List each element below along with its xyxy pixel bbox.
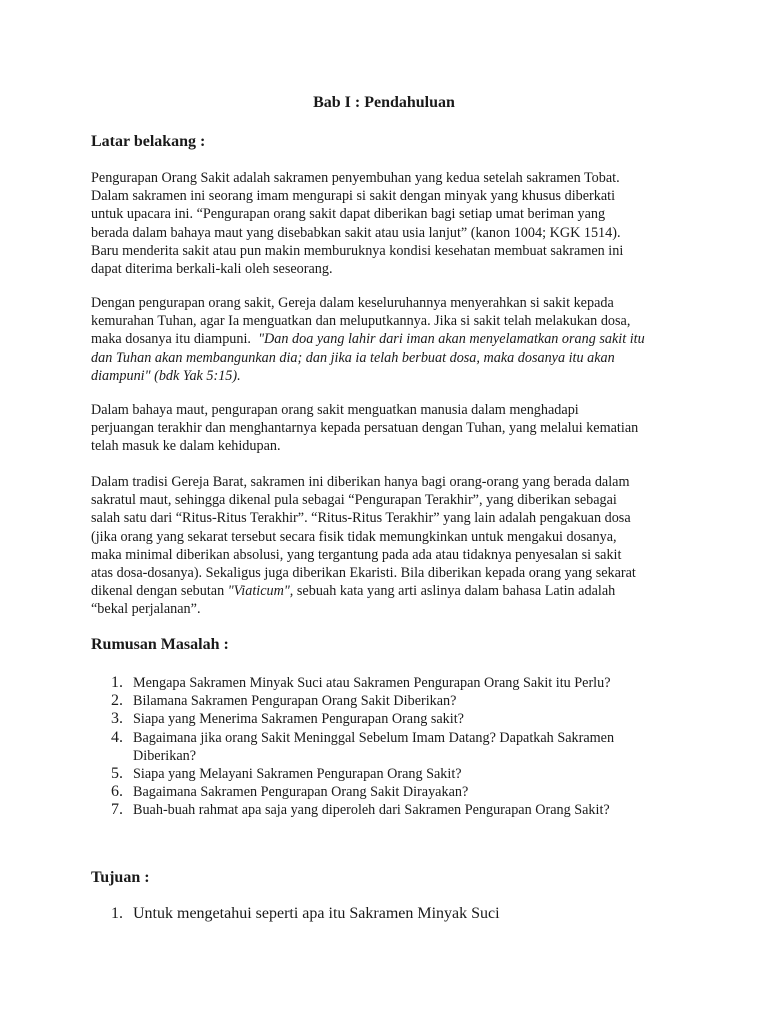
list-item-text	[133, 729, 691, 765]
scripture-quote: "Dan doa yang lahir dari iman akan menyelamatkan orang sakit itu	[258, 331, 645, 348]
list-item-text	[133, 692, 691, 710]
text-line: Siapa yang Menerima Sakramen Pengurapan Orang sakit?	[133, 711, 464, 728]
list-item	[111, 692, 691, 710]
text-line: atas dosa-dosanya). Sekaligus juga diberikan Ekaristi. Bila diberikan kepada orang yang sekarat	[91, 565, 636, 582]
text-line: Dalam sakramen ini seorang imam mengurapi si sakit dengan minyak yang khusus diberkati	[91, 188, 616, 205]
list-item-text	[133, 783, 691, 801]
text-line: Baru menderita sakit atau pun makin memburuknya kondisi kesehatan membuat sakramen ini	[91, 242, 624, 259]
text-line	[91, 330, 691, 348]
text-line: Mengapa Sakramen Minyak Suci atau Sakramen Pengurapan Orang Sakit itu Perlu?	[133, 675, 611, 691]
text-line	[91, 582, 691, 600]
text-line: Buah-buah rahmat apa saja yang diperoleh dari Sakramen Pengurapan Orang Sakit?	[133, 802, 610, 819]
list-item	[111, 674, 691, 692]
scripture-quote: diampuni" (bdk Yak 5:15).	[91, 367, 241, 384]
text-line: sakratul maut, sehingga dikenal pula sebagai “Pengurapan Terakhir”, yang diberikan sebagai	[91, 492, 617, 509]
scripture-quote: dan Tuhan akan membangunkan dia; dan jika ia telah berbuat dosa, maka dosanya itu akan	[91, 349, 615, 366]
text-line: perjuangan terakhir dan menghantarnya kepada persatuan dengan Tuhan, yang melalui kematian	[91, 420, 639, 437]
list-item	[111, 801, 691, 819]
paragraph-1	[91, 169, 691, 278]
text-line: Bagaimana Sakramen Pengurapan Orang Sakit Dirayakan?	[133, 784, 469, 801]
paragraph-2	[91, 294, 691, 385]
text-line: Diberikan?	[133, 747, 197, 764]
text-line: kemurahan Tuhan, agar Ia menguatkan dan meluputkannya. Jika si sakit telah melakukan dosa,	[91, 313, 631, 330]
text-line: Dalam bahaya maut, pengurapan orang sakit menguatkan manusia dalam menghadapi	[91, 402, 579, 418]
list-item	[111, 765, 691, 783]
list-item-text	[133, 674, 691, 692]
list-item-text	[133, 765, 691, 783]
text-line: Dalam tradisi Gereja Barat, sakramen ini diberikan hanya bagi orang-orang yang berada dalam	[91, 474, 630, 490]
list-item	[111, 710, 691, 728]
list-number: 7.	[111, 801, 123, 819]
list-number: 6.	[111, 783, 123, 801]
list-item-text	[133, 903, 691, 925]
list-item	[111, 783, 691, 801]
text-line: untuk upacara ini. “Pengurapan orang sakit dapat diberikan bagi setiap umat beriman yang	[91, 206, 606, 223]
text-run: sebuah kata yang arti aslinya dalam bahasa Latin adalah	[293, 583, 616, 600]
text-run: dikenal dengan sebutan	[91, 583, 228, 600]
section-heading-rumusan-masalah: Rumusan Masalah :	[91, 636, 229, 653]
section-heading-tujuan: Tujuan :	[91, 869, 150, 886]
text-line: “bekal perjalanan”.	[91, 601, 201, 618]
text-line: Bagaimana jika orang Sakit Meninggal Sebelum Imam Datang? Dapatkah Sakramen	[133, 729, 615, 746]
text-line: (jika orang yang sekarat tersebut secara fisik tidak memungkinkan untuk mengakui dosanya,	[91, 528, 617, 545]
text-line: maka minimal diberikan absolusi, yang tergantung pada ada atau tidaknya penyesalan si sakit	[91, 546, 622, 563]
text-line: Dengan pengurapan orang sakit, Gereja dalam keseluruhannya menyerahkan si sakit kepada	[91, 295, 614, 311]
list-number: 5.	[111, 765, 123, 783]
text-line: Pengurapan Orang Sakit adalah sakramen penyembuhan yang kedua setelah sakramen Tobat.	[91, 170, 620, 186]
paragraph-3	[91, 401, 691, 456]
paragraph-4	[91, 473, 691, 619]
list-number: 4.	[111, 728, 123, 746]
latin-term: "Viaticum",	[227, 583, 294, 600]
text-line: telah masuk ke dalam kehidupan.	[91, 438, 281, 455]
list-number: 1.	[111, 905, 123, 922]
text-line: Bilamana Sakramen Pengurapan Orang Sakit Diberikan?	[133, 693, 457, 710]
text-line: Siapa yang Melayani Sakramen Pengurapan Orang Sakit?	[133, 766, 462, 783]
list-number: 3.	[111, 710, 123, 728]
problem-list	[111, 674, 691, 820]
list-item	[111, 903, 691, 925]
list-number: 1.	[111, 674, 123, 691]
section-heading-latar-belakang: Latar belakang :	[91, 133, 206, 150]
list-item	[111, 729, 691, 765]
text-line: Untuk mengetahui seperti apa itu Sakramen Minyak Suci	[133, 905, 500, 922]
list-item-text	[133, 801, 691, 819]
text-line: dapat diterima berkali-kali oleh seseorang.	[91, 261, 333, 278]
text-line: salah satu dari “Ritus-Ritus Terakhir”. “Ritus-Ritus Terakhir” yang lain adalah pengakuan dosa	[91, 510, 631, 527]
document-title: Bab I : Pendahuluan	[313, 94, 455, 111]
list-number: 2.	[111, 692, 123, 710]
list-item-text	[133, 710, 691, 728]
text-run: maka dosanya itu diampuni.	[91, 331, 251, 348]
goals-list	[111, 903, 691, 925]
text-line: berada dalam bahaya maut yang disebabkan sakit atau usia lanjut” (kanon 1004; KGK 1514).	[91, 224, 621, 241]
